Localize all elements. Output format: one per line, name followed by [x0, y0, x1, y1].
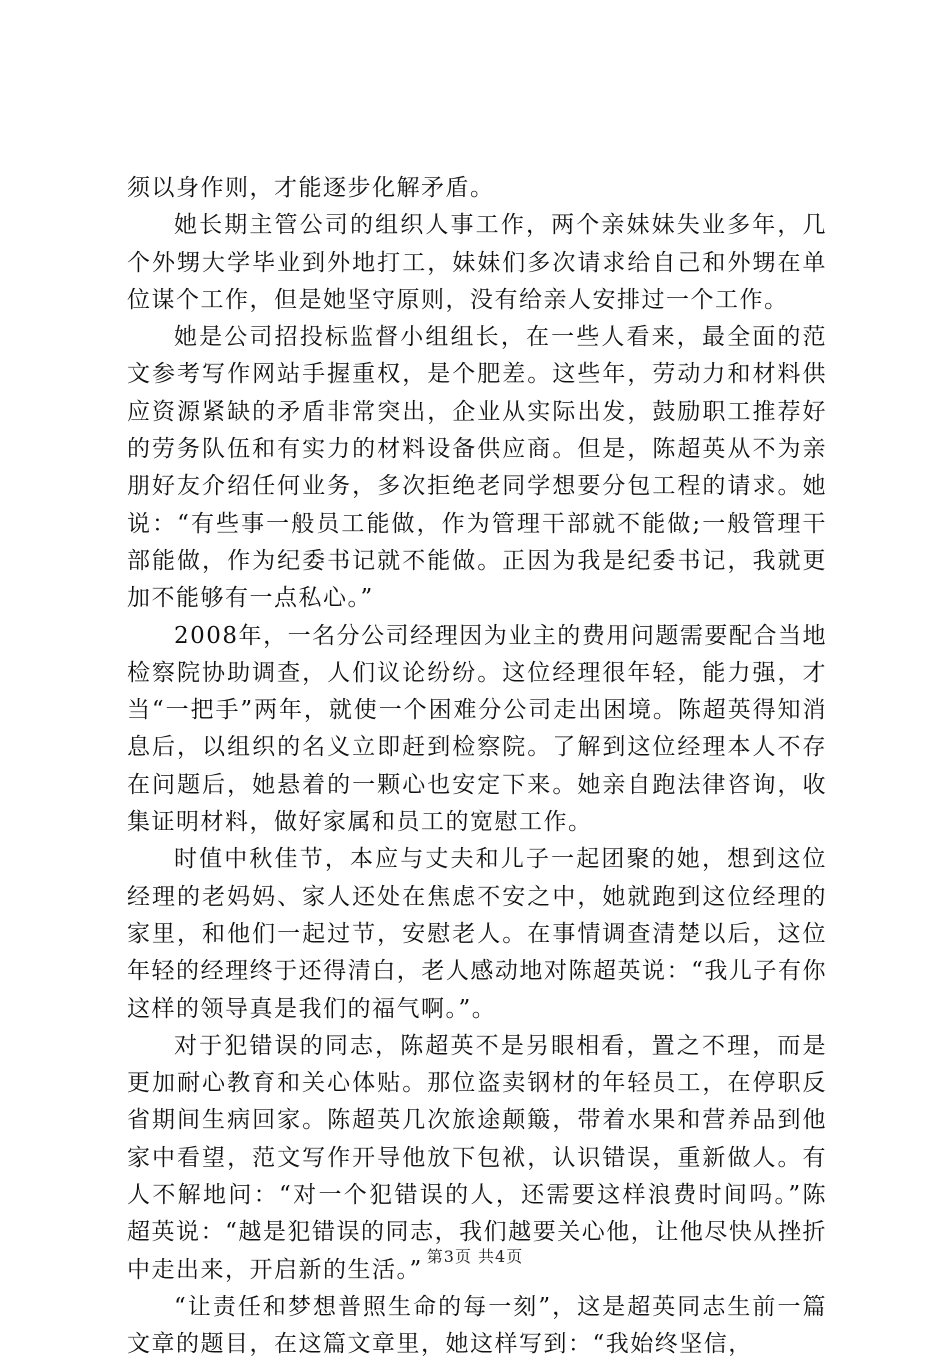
page-indicator: 第3页 共4页 [426, 1247, 524, 1266]
paragraph-mistakes: 对于犯错误的同志，陈超英不是另眼相看，置之不理，而是更加耐心教育和关心体贴。那位盗卖钢材的年轻员工，在停职反省期间生病回家。陈超英几次旅途颠簸，带着水果和营养品到他家中看望，范文写作开导他放下包袱，认识错误，重新做人。有人不解地问：“对一个犯错误的人，还需要这样浪费时间吗。”陈超英说：“越是犯错误的同志，我们越要关心他，让他尽快从挫折中走出来，开启新的生活。” [127, 1032, 827, 1283]
paragraph-bidding: 她是公司招投标监督小组组长，在一些人看来，最全面的范文参考写作网站手握重权，是个肥差。这些年，劳动力和材料供应资源紧缺的矛盾非常突出，企业从实际出发，鼓励职工推荐好的劳务队伍和有实力的材料设备供应商。但是，陈超英从不为亲朋好友介绍任何业务，多次拒绝老同学想要分包工程的请求。她说：“有些事一般员工能做，作为管理干部就不能做;一般管理干部能做，作为纪委书记就不能做。正因为我是纪委书记，我就更加不能够有一点私心。” [127, 324, 827, 612]
paragraph-2008: 2008年，一名分公司经理因为业主的费用问题需要配合当地检察院协助调查，人们议论纷纷。这位经理很年轻，能力强，才当“一把手”两年，就使一个困难分公司走出困境。陈超英得知消息后，以组织的名义立即赶到检察院。了解到这位经理本人不存在问题后，她悬着的一颗心也安定下来。她亲自跑法律咨询，收集证明材料，做好家属和员工的宽慰工作。 [127, 622, 827, 836]
paragraph-continuation: 须以身作则，才能逐步化解矛盾。 [127, 175, 495, 201]
paragraph-mid-autumn: 时值中秋佳节，本应与丈夫和儿子一起团聚的她，想到这位经理的老妈妈、家人还处在焦虑不安之中，她就跑到这位经理的家里，和他们一起过节，安慰老人。在事情调查清楚以后，这位年轻的经理终于还得清白，老人感动地对陈超英说：“我儿子有你这样的领导真是我们的福气啊。”。 [127, 846, 827, 1022]
paragraph-personnel: 她长期主管公司的组织人事工作，两个亲妹妹失业多年，几个外甥大学毕业到外地打工，妹妹们多次请求给自己和外甥在单位谋个工作，但是她坚守原则，没有给亲人安排过一个工作。 [127, 212, 827, 313]
document-body [127, 170, 827, 1364]
paragraph-article: “让责任和梦想普照生命的每一刻”，这是超英同志生前一篇文章的题目，在这篇文章里，她这样写到：“我始终坚信， [127, 1293, 827, 1358]
page-footer [0, 1244, 950, 1267]
